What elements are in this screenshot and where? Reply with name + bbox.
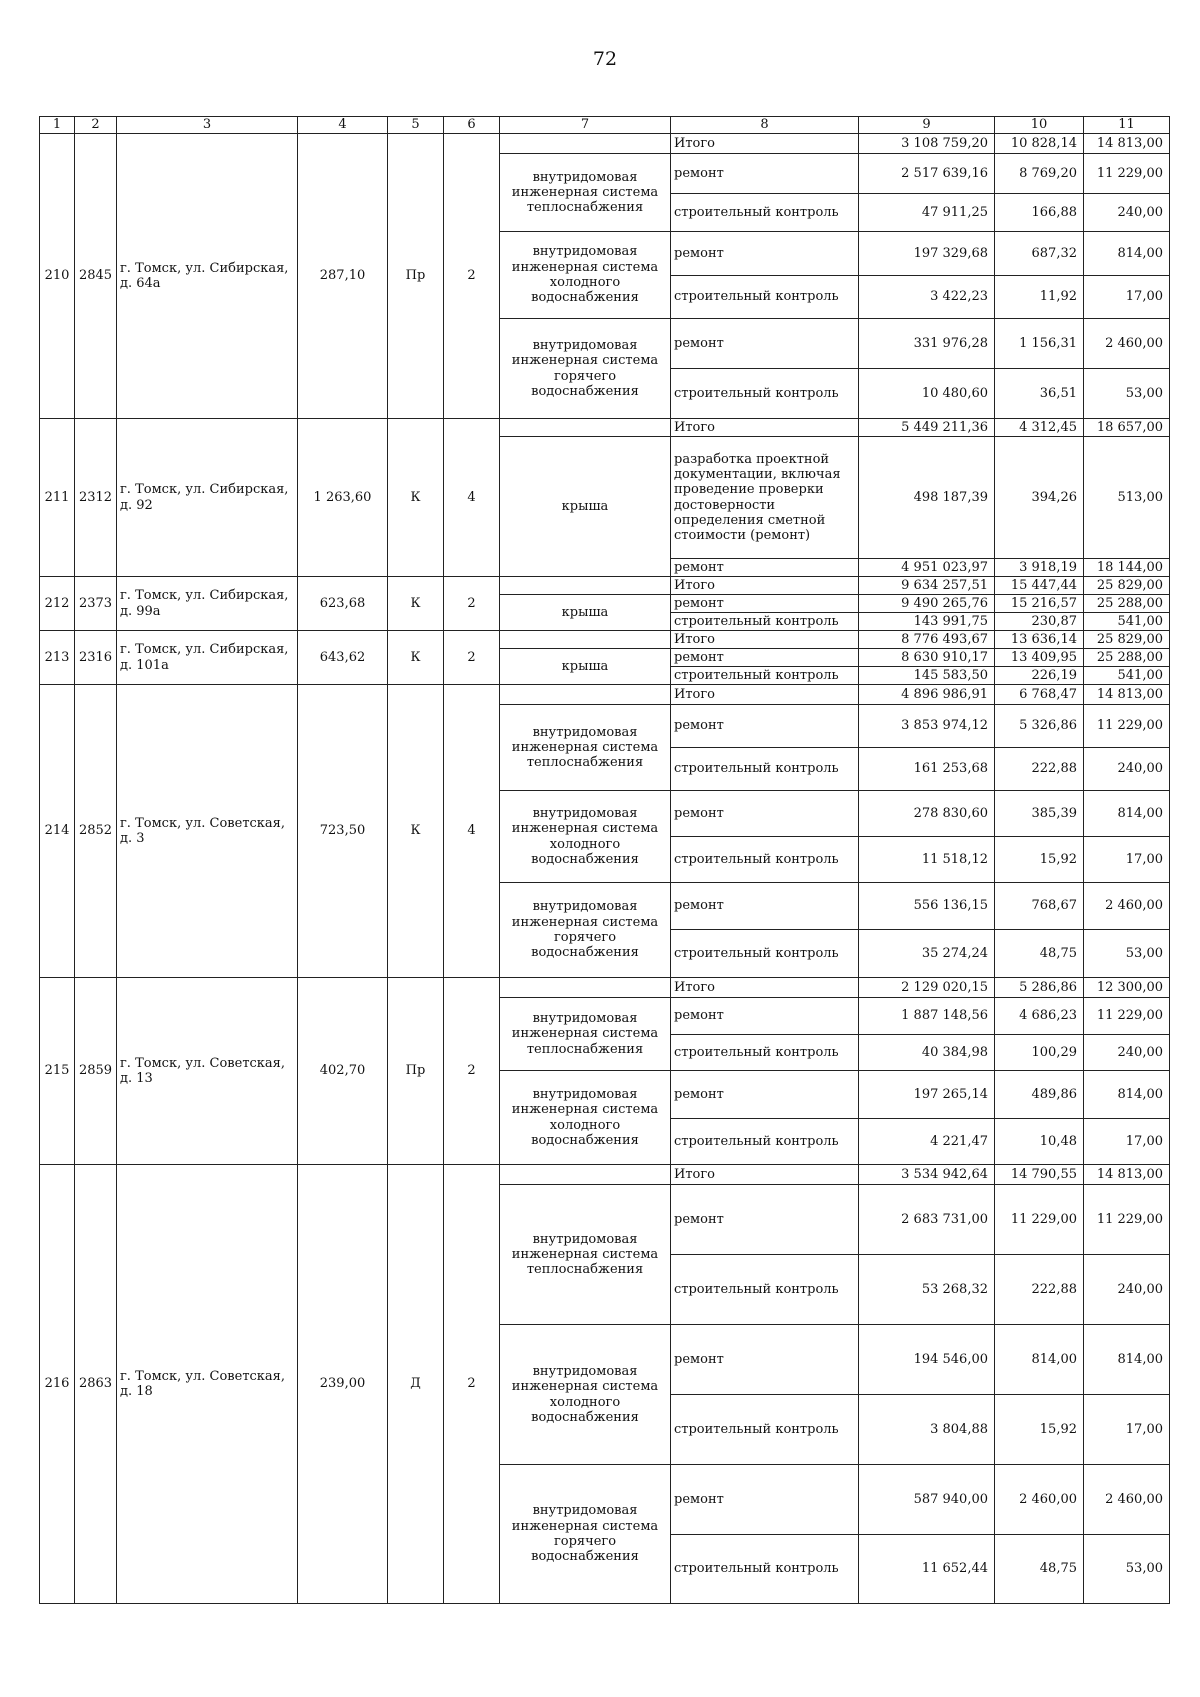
cost-per-m2: 15 216,57 — [995, 595, 1084, 613]
cost-per-m2: 15 447,44 — [995, 577, 1084, 595]
floors: 2 — [444, 978, 500, 1165]
total-label: Итого — [671, 978, 859, 998]
col-header: 4 — [298, 117, 388, 134]
cost-total: 331 976,28 — [859, 319, 995, 369]
work-label: строительный контроль — [671, 1119, 859, 1165]
cost-total: 5 449 211,36 — [859, 419, 995, 437]
work-type-empty — [500, 134, 671, 154]
system-name: внутридомовая инженерная система горячего водоснабжения — [500, 1465, 671, 1604]
work-label: разработка проектной документации, включая проведение проверки достоверности определения сметной стоимости (ремонт) — [671, 437, 859, 559]
cost-per-m2: 222,88 — [995, 748, 1084, 791]
floors: 4 — [444, 685, 500, 978]
cost-total: 8 630 910,17 — [859, 649, 995, 667]
area: 723,50 — [298, 685, 388, 978]
col-header: 9 — [859, 117, 995, 134]
cost-limit: 240,00 — [1084, 748, 1170, 791]
cost-total: 3 804,88 — [859, 1395, 995, 1465]
row-number: 213 — [40, 631, 75, 685]
cost-limit: 11 229,00 — [1084, 154, 1170, 194]
work-label: строительный контроль — [671, 613, 859, 631]
cost-total: 4 951 023,97 — [859, 559, 995, 577]
table-row — [40, 685, 1170, 705]
cost-total: 2 683 731,00 — [859, 1185, 995, 1255]
cost-total: 2 129 020,15 — [859, 978, 995, 998]
work-type-empty — [500, 978, 671, 998]
cost-per-m2: 5 286,86 — [995, 978, 1084, 998]
house-id: 2845 — [75, 134, 117, 419]
work-type-empty — [500, 685, 671, 705]
floors: 4 — [444, 419, 500, 577]
page-number: 72 — [592, 48, 618, 70]
area: 623,68 — [298, 577, 388, 631]
type: К — [388, 631, 444, 685]
house-id: 2852 — [75, 685, 117, 978]
house-id: 2316 — [75, 631, 117, 685]
cost-total: 3 853 974,12 — [859, 705, 995, 748]
system-name: внутридомовая инженерная система горячего водоснабжения — [500, 883, 671, 978]
address: г. Томск, ул. Сибирская, д. 99а — [117, 577, 298, 631]
cost-total: 53 268,32 — [859, 1255, 995, 1325]
cost-per-m2: 15,92 — [995, 837, 1084, 883]
cost-total: 145 583,50 — [859, 667, 995, 685]
address: г. Томск, ул. Сибирская, д. 64а — [117, 134, 298, 419]
cost-limit: 12 300,00 — [1084, 978, 1170, 998]
cost-total: 8 776 493,67 — [859, 631, 995, 649]
work-label: строительный контроль — [671, 1035, 859, 1071]
system-name: внутридомовая инженерная система теплоснабжения — [500, 154, 671, 232]
type: К — [388, 419, 444, 577]
work-label: строительный контроль — [671, 194, 859, 232]
house-id: 2373 — [75, 577, 117, 631]
area: 287,10 — [298, 134, 388, 419]
cost-limit: 814,00 — [1084, 791, 1170, 837]
cost-total: 197 329,68 — [859, 232, 995, 276]
cost-per-m2: 768,67 — [995, 883, 1084, 930]
cost-total: 3 422,23 — [859, 276, 995, 319]
work-type-empty — [500, 419, 671, 437]
work-label: строительный контроль — [671, 667, 859, 685]
work-label: строительный контроль — [671, 837, 859, 883]
cost-per-m2: 4 312,45 — [995, 419, 1084, 437]
col-header: 5 — [388, 117, 444, 134]
col-header: 10 — [995, 117, 1084, 134]
cost-limit: 2 460,00 — [1084, 1465, 1170, 1535]
cost-per-m2: 394,26 — [995, 437, 1084, 559]
cost-limit: 2 460,00 — [1084, 319, 1170, 369]
house-id: 2312 — [75, 419, 117, 577]
system-name: крыша — [500, 437, 671, 577]
table-row — [40, 631, 1170, 649]
total-label: Итого — [671, 577, 859, 595]
table-row — [40, 577, 1170, 595]
cost-limit: 53,00 — [1084, 930, 1170, 978]
cost-limit: 11 229,00 — [1084, 1185, 1170, 1255]
cost-limit: 25 288,00 — [1084, 595, 1170, 613]
cost-per-m2: 226,19 — [995, 667, 1084, 685]
total-label: Итого — [671, 685, 859, 705]
address: г. Томск, ул. Советская, д. 13 — [117, 978, 298, 1165]
area: 402,70 — [298, 978, 388, 1165]
table-row — [40, 419, 1170, 437]
cost-total: 194 546,00 — [859, 1325, 995, 1395]
cost-total: 47 911,25 — [859, 194, 995, 232]
cost-per-m2: 48,75 — [995, 1535, 1084, 1604]
work-label: строительный контроль — [671, 1395, 859, 1465]
work-label: ремонт — [671, 154, 859, 194]
cost-per-m2: 222,88 — [995, 1255, 1084, 1325]
cost-per-m2: 13 409,95 — [995, 649, 1084, 667]
cost-total: 4 896 986,91 — [859, 685, 995, 705]
total-label: Итого — [671, 631, 859, 649]
work-type-empty — [500, 1165, 671, 1185]
col-header: 8 — [671, 117, 859, 134]
work-label: ремонт — [671, 559, 859, 577]
cost-per-m2: 385,39 — [995, 791, 1084, 837]
system-name: крыша — [500, 649, 671, 685]
work-label: строительный контроль — [671, 748, 859, 791]
work-label: ремонт — [671, 319, 859, 369]
cost-total: 498 187,39 — [859, 437, 995, 559]
cost-per-m2: 4 686,23 — [995, 998, 1084, 1035]
cost-per-m2: 3 918,19 — [995, 559, 1084, 577]
type: К — [388, 685, 444, 978]
cost-limit: 240,00 — [1084, 194, 1170, 232]
cost-total: 2 517 639,16 — [859, 154, 995, 194]
type: Пр — [388, 978, 444, 1165]
col-header: 2 — [75, 117, 117, 134]
cost-per-m2: 8 769,20 — [995, 154, 1084, 194]
system-name: крыша — [500, 595, 671, 631]
cost-total: 161 253,68 — [859, 748, 995, 791]
cost-limit: 2 460,00 — [1084, 883, 1170, 930]
cost-limit: 11 229,00 — [1084, 705, 1170, 748]
work-label: строительный контроль — [671, 1255, 859, 1325]
type: Пр — [388, 134, 444, 419]
house-id: 2863 — [75, 1165, 117, 1604]
cost-per-m2: 14 790,55 — [995, 1165, 1084, 1185]
cost-limit: 814,00 — [1084, 1071, 1170, 1119]
address: г. Томск, ул. Сибирская, д. 101а — [117, 631, 298, 685]
cost-limit: 513,00 — [1084, 437, 1170, 559]
row-number: 215 — [40, 978, 75, 1165]
col-header: 3 — [117, 117, 298, 134]
cost-total: 197 265,14 — [859, 1071, 995, 1119]
type: К — [388, 577, 444, 631]
col-header: 11 — [1084, 117, 1170, 134]
row-number: 216 — [40, 1165, 75, 1604]
cost-limit: 25 829,00 — [1084, 577, 1170, 595]
work-label: ремонт — [671, 705, 859, 748]
cost-total: 9 634 257,51 — [859, 577, 995, 595]
cost-limit: 53,00 — [1084, 369, 1170, 419]
floors: 2 — [444, 134, 500, 419]
cost-total: 9 490 265,76 — [859, 595, 995, 613]
row-number: 211 — [40, 419, 75, 577]
work-label: строительный контроль — [671, 1535, 859, 1604]
cost-limit: 14 813,00 — [1084, 1165, 1170, 1185]
cost-total: 587 940,00 — [859, 1465, 995, 1535]
work-type-empty — [500, 577, 671, 595]
cost-limit: 240,00 — [1084, 1035, 1170, 1071]
address: г. Томск, ул. Сибирская, д. 92 — [117, 419, 298, 577]
cost-limit: 25 829,00 — [1084, 631, 1170, 649]
system-name: внутридомовая инженерная система холодного водоснабжения — [500, 1325, 671, 1465]
cost-total: 556 136,15 — [859, 883, 995, 930]
cost-limit: 11 229,00 — [1084, 998, 1170, 1035]
cost-total: 11 652,44 — [859, 1535, 995, 1604]
work-label: строительный контроль — [671, 276, 859, 319]
cost-per-m2: 11 229,00 — [995, 1185, 1084, 1255]
work-label: ремонт — [671, 883, 859, 930]
work-label: ремонт — [671, 791, 859, 837]
cost-per-m2: 6 768,47 — [995, 685, 1084, 705]
cost-total: 4 221,47 — [859, 1119, 995, 1165]
total-label: Итого — [671, 1165, 859, 1185]
system-name: внутридомовая инженерная система горячего водоснабжения — [500, 319, 671, 419]
cost-total: 143 991,75 — [859, 613, 995, 631]
work-label: ремонт — [671, 998, 859, 1035]
address: г. Томск, ул. Советская, д. 3 — [117, 685, 298, 978]
cost-total: 11 518,12 — [859, 837, 995, 883]
work-label: ремонт — [671, 1185, 859, 1255]
house-id: 2859 — [75, 978, 117, 1165]
header-row — [40, 117, 1170, 134]
work-type-empty — [500, 631, 671, 649]
row-number: 210 — [40, 134, 75, 419]
col-header: 1 — [40, 117, 75, 134]
row-number: 214 — [40, 685, 75, 978]
cost-per-m2: 36,51 — [995, 369, 1084, 419]
row-number: 212 — [40, 577, 75, 631]
cost-limit: 18 144,00 — [1084, 559, 1170, 577]
system-name: внутридомовая инженерная система холодного водоснабжения — [500, 1071, 671, 1165]
table-row — [40, 1165, 1170, 1185]
cost-per-m2: 2 460,00 — [995, 1465, 1084, 1535]
repair-program-table — [39, 116, 1170, 1604]
system-name: внутридомовая инженерная система теплоснабжения — [500, 1185, 671, 1325]
work-label: ремонт — [671, 1325, 859, 1395]
cost-limit: 14 813,00 — [1084, 685, 1170, 705]
work-label: ремонт — [671, 1465, 859, 1535]
work-label: строительный контроль — [671, 930, 859, 978]
floors: 2 — [444, 577, 500, 631]
cost-limit: 814,00 — [1084, 1325, 1170, 1395]
system-name: внутридомовая инженерная система холодного водоснабжения — [500, 232, 671, 319]
cost-per-m2: 166,88 — [995, 194, 1084, 232]
work-label: ремонт — [671, 1071, 859, 1119]
cost-per-m2: 13 636,14 — [995, 631, 1084, 649]
cost-limit: 541,00 — [1084, 667, 1170, 685]
floors: 2 — [444, 1165, 500, 1604]
address: г. Томск, ул. Советская, д. 18 — [117, 1165, 298, 1604]
cost-per-m2: 15,92 — [995, 1395, 1084, 1465]
work-label: ремонт — [671, 232, 859, 276]
cost-limit: 17,00 — [1084, 1395, 1170, 1465]
cost-per-m2: 48,75 — [995, 930, 1084, 978]
cost-per-m2: 687,32 — [995, 232, 1084, 276]
cost-limit: 53,00 — [1084, 1535, 1170, 1604]
cost-limit: 541,00 — [1084, 613, 1170, 631]
total-label: Итого — [671, 419, 859, 437]
cost-per-m2: 230,87 — [995, 613, 1084, 631]
cost-per-m2: 11,92 — [995, 276, 1084, 319]
cost-per-m2: 10,48 — [995, 1119, 1084, 1165]
cost-per-m2: 489,86 — [995, 1071, 1084, 1119]
cost-limit: 17,00 — [1084, 1119, 1170, 1165]
cost-per-m2: 814,00 — [995, 1325, 1084, 1395]
total-label: Итого — [671, 134, 859, 154]
system-name: внутридомовая инженерная система холодного водоснабжения — [500, 791, 671, 883]
cost-total: 35 274,24 — [859, 930, 995, 978]
cost-limit: 814,00 — [1084, 232, 1170, 276]
work-label: строительный контроль — [671, 369, 859, 419]
cost-total: 40 384,98 — [859, 1035, 995, 1071]
cost-per-m2: 100,29 — [995, 1035, 1084, 1071]
cost-total: 10 480,60 — [859, 369, 995, 419]
cost-limit: 25 288,00 — [1084, 649, 1170, 667]
work-label: ремонт — [671, 595, 859, 613]
area: 239,00 — [298, 1165, 388, 1604]
cost-total: 3 108 759,20 — [859, 134, 995, 154]
system-name: внутридомовая инженерная система теплоснабжения — [500, 705, 671, 791]
area: 643,62 — [298, 631, 388, 685]
cost-total: 3 534 942,64 — [859, 1165, 995, 1185]
type: Д — [388, 1165, 444, 1604]
col-header: 6 — [444, 117, 500, 134]
cost-total: 1 887 148,56 — [859, 998, 995, 1035]
cost-per-m2: 5 326,86 — [995, 705, 1084, 748]
area: 1 263,60 — [298, 419, 388, 577]
cost-per-m2: 10 828,14 — [995, 134, 1084, 154]
cost-per-m2: 1 156,31 — [995, 319, 1084, 369]
col-header: 7 — [500, 117, 671, 134]
table-row — [40, 978, 1170, 998]
cost-limit: 17,00 — [1084, 276, 1170, 319]
cost-limit: 14 813,00 — [1084, 134, 1170, 154]
work-label: ремонт — [671, 649, 859, 667]
cost-total: 278 830,60 — [859, 791, 995, 837]
floors: 2 — [444, 631, 500, 685]
table-row — [40, 134, 1170, 154]
cost-limit: 18 657,00 — [1084, 419, 1170, 437]
cost-limit: 17,00 — [1084, 837, 1170, 883]
cost-limit: 240,00 — [1084, 1255, 1170, 1325]
system-name: внутридомовая инженерная система теплоснабжения — [500, 998, 671, 1071]
